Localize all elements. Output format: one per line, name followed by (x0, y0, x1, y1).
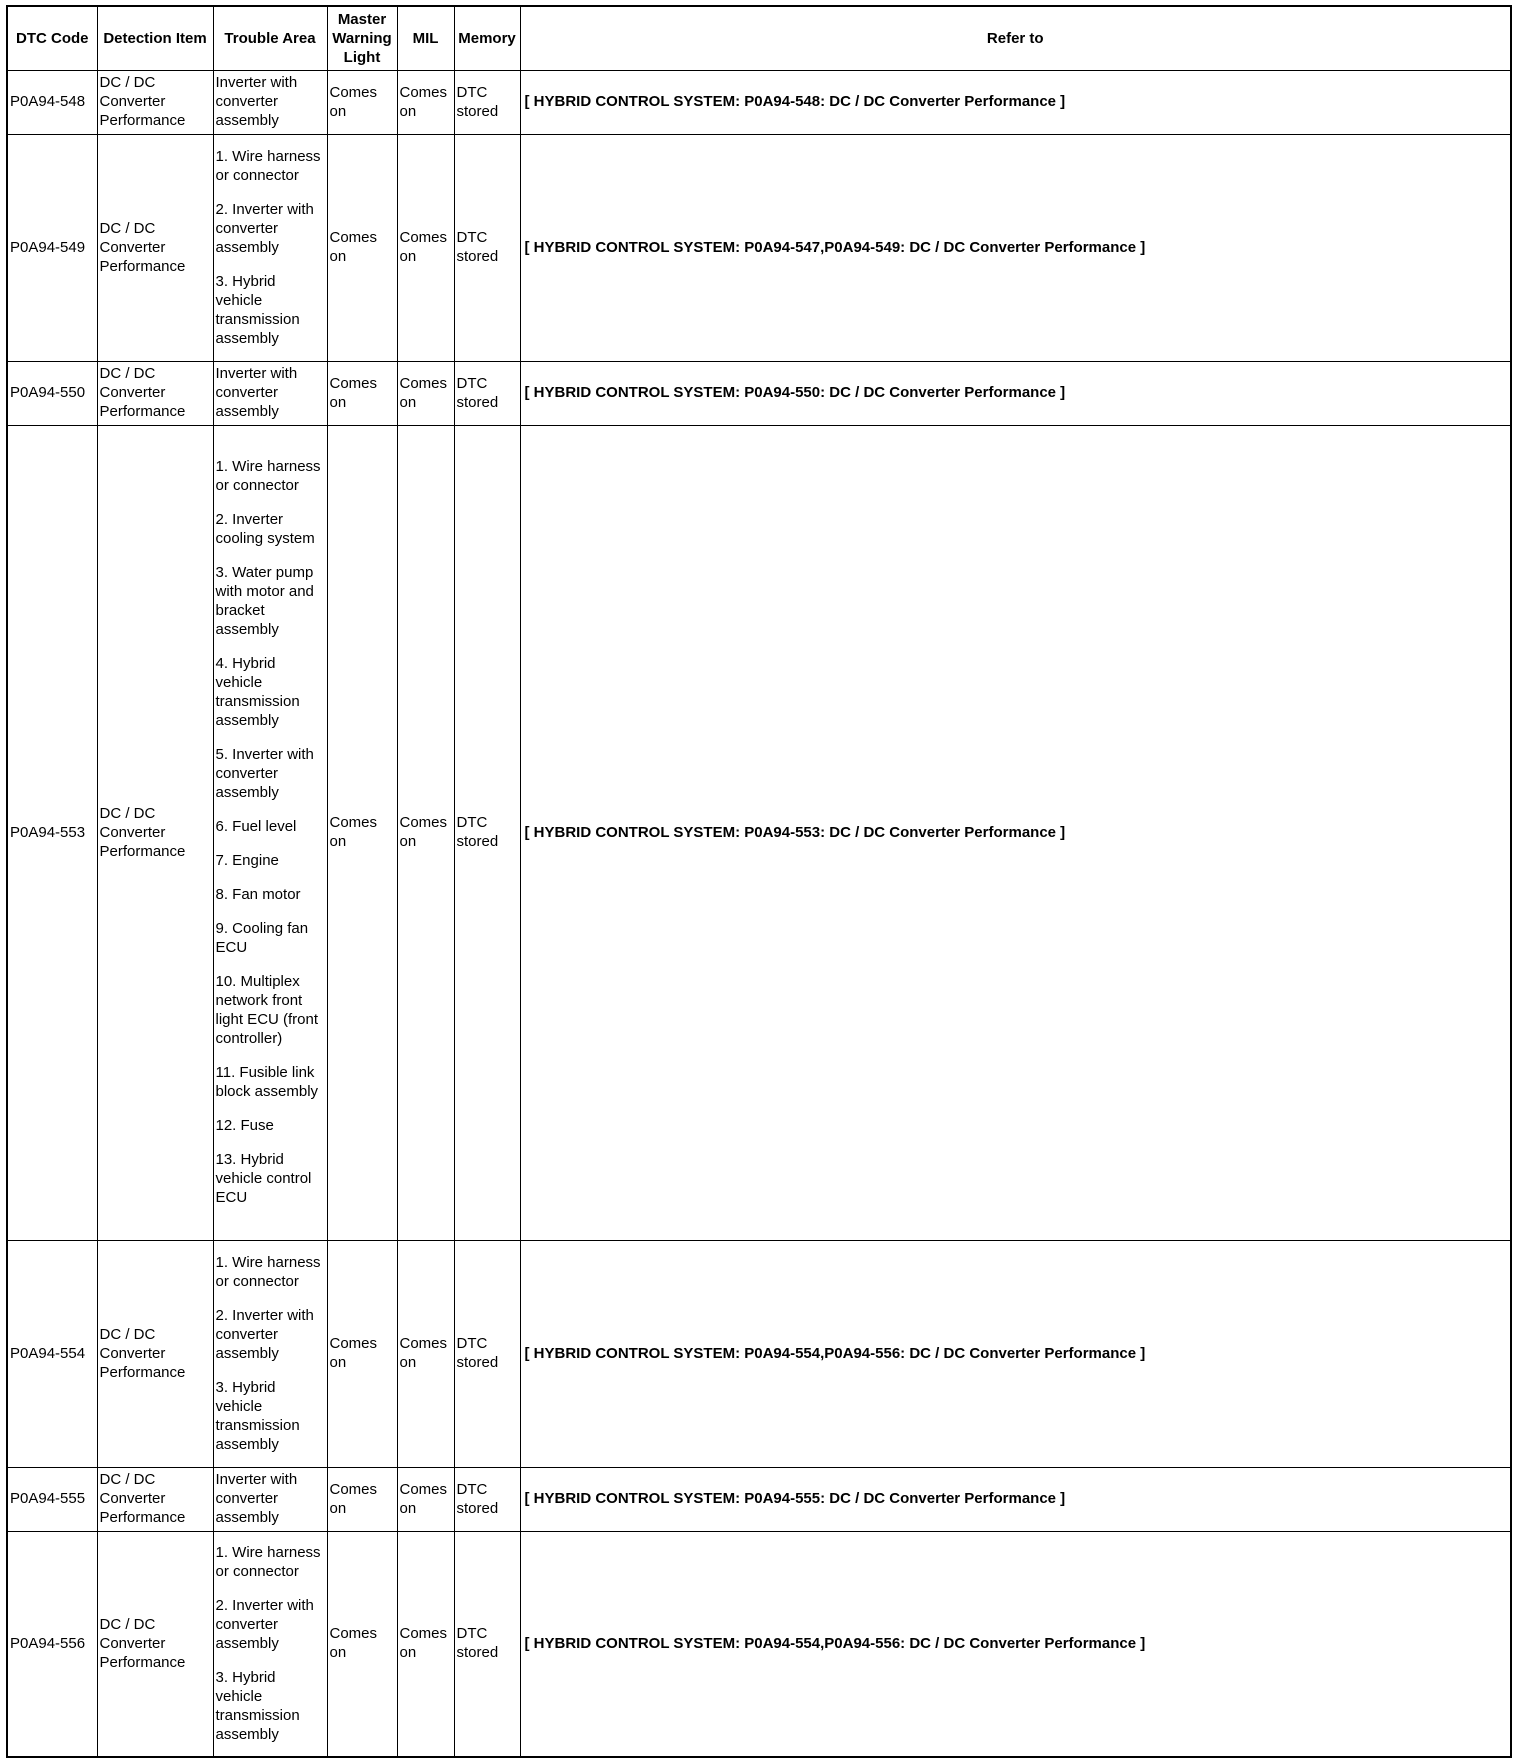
trouble-area-cell (213, 70, 327, 134)
refer-to-cell: [ HYBRID CONTROL SYSTEM: P0A94-554,P0A94-556: DC / DC Converter Performance ] (520, 1240, 1511, 1467)
trouble-area-item: 6. Fuel level (215, 818, 297, 835)
detection-item-cell: DC / DC Converter Performance (97, 1240, 213, 1467)
detection-item-cell: DC / DC Converter Performance (97, 70, 213, 134)
trouble-area-item: 2. Inverter with converter assembly (215, 1596, 314, 1652)
trouble-area-cell (213, 361, 327, 425)
header-memory: Memory (454, 6, 520, 70)
refer-to-cell: [ HYBRID CONTROL SYSTEM: P0A94-548: DC / DC Converter Performance ] (520, 70, 1511, 134)
trouble-area-item: 1. Wire harness or connector (215, 147, 321, 184)
memory-cell: DTC stored (454, 1240, 520, 1467)
trouble-area-item: 11. Fusible link block assembly (215, 1064, 319, 1100)
dtc-code-cell: P0A94-556 (7, 1531, 97, 1757)
trouble-area-item: Inverter with converter assembly (215, 365, 298, 420)
table-row (7, 425, 1511, 1240)
table-row (7, 134, 1511, 361)
mil-cell: Comes on (397, 1531, 454, 1757)
dtc-table-body (7, 70, 1511, 1757)
memory-cell: DTC stored (454, 425, 520, 1240)
trouble-area-item: 4. Hybrid vehicle transmission assembly (215, 655, 300, 729)
trouble-area-item: 3. Hybrid vehicle transmission assembly (215, 272, 300, 347)
trouble-area-item: 7. Engine (215, 852, 279, 869)
dtc-table (6, 5, 1512, 1758)
trouble-area-cell (213, 1467, 327, 1531)
trouble-area-item: 5. Inverter with converter assembly (215, 746, 314, 801)
trouble-area-item: 3. Water pump with motor and bracket assembly (215, 564, 314, 638)
mil-cell: Comes on (397, 361, 454, 425)
trouble-area-cell (213, 1240, 327, 1467)
trouble-area-item: 3. Hybrid vehicle transmission assembly (215, 1378, 300, 1453)
detection-item-cell: DC / DC Converter Performance (97, 425, 213, 1240)
header-detection-item: Detection Item (97, 6, 213, 70)
header-refer-to: Refer to (520, 6, 1511, 70)
header-mil: MIL (397, 6, 454, 70)
master-warning-light-cell: Comes on (327, 70, 397, 134)
trouble-area-cell (213, 1531, 327, 1757)
mil-cell: Comes on (397, 425, 454, 1240)
dtc-code-cell: P0A94-549 (7, 134, 97, 361)
table-row (7, 70, 1511, 134)
header-row (7, 6, 1511, 70)
detection-item-cell: DC / DC Converter Performance (97, 1531, 213, 1757)
trouble-area-item: 2. Inverter with converter assembly (215, 200, 314, 256)
detection-item-cell: DC / DC Converter Performance (97, 134, 213, 361)
mil-cell: Comes on (397, 70, 454, 134)
detection-item-cell: DC / DC Converter Performance (97, 1467, 213, 1531)
trouble-area-cell (213, 425, 327, 1240)
trouble-area-item: 1. Wire harness or connector (215, 1543, 321, 1580)
master-warning-light-cell: Comes on (327, 361, 397, 425)
header-dtc-code: DTC Code (7, 6, 97, 70)
dtc-code-cell: P0A94-555 (7, 1467, 97, 1531)
trouble-area-item: 3. Hybrid vehicle transmission assembly (215, 1668, 300, 1743)
trouble-area-cell (213, 134, 327, 361)
trouble-area-item: 10. Multiplex network front light ECU (front controller) (215, 973, 319, 1047)
trouble-area-item: 1. Wire harness or connector (215, 1253, 321, 1290)
mil-cell: Comes on (397, 1467, 454, 1531)
detection-item-cell: DC / DC Converter Performance (97, 361, 213, 425)
master-warning-light-cell: Comes on (327, 1467, 397, 1531)
trouble-area-item: 12. Fuse (215, 1117, 274, 1134)
trouble-area-item: 1. Wire harness or connector (215, 458, 321, 494)
header-master-warning-light: Master Warning Light (327, 6, 397, 70)
trouble-area-item: 9. Cooling fan ECU (215, 920, 309, 956)
mil-cell: Comes on (397, 1240, 454, 1467)
dtc-code-cell: P0A94-553 (7, 425, 97, 1240)
memory-cell: DTC stored (454, 361, 520, 425)
trouble-area-item: Inverter with converter assembly (215, 1471, 298, 1526)
trouble-area-item: 2. Inverter with converter assembly (215, 1306, 314, 1362)
dtc-code-cell: P0A94-548 (7, 70, 97, 134)
dtc-code-cell: P0A94-550 (7, 361, 97, 425)
mil-cell: Comes on (397, 134, 454, 361)
trouble-area-item: Inverter with converter assembly (215, 74, 298, 129)
memory-cell: DTC stored (454, 1531, 520, 1757)
memory-cell: DTC stored (454, 70, 520, 134)
refer-to-cell: [ HYBRID CONTROL SYSTEM: P0A94-550: DC / DC Converter Performance ] (520, 361, 1511, 425)
header-trouble-area: Trouble Area (213, 6, 327, 70)
master-warning-light-cell: Comes on (327, 425, 397, 1240)
trouble-area-item: 13. Hybrid vehicle control ECU (215, 1151, 312, 1206)
memory-cell: DTC stored (454, 1467, 520, 1531)
master-warning-light-cell: Comes on (327, 1531, 397, 1757)
table-row (7, 361, 1511, 425)
table-row (7, 1531, 1511, 1757)
trouble-area-item: 8. Fan motor (215, 886, 301, 903)
table-row (7, 1467, 1511, 1531)
refer-to-cell: [ HYBRID CONTROL SYSTEM: P0A94-555: DC / DC Converter Performance ] (520, 1467, 1511, 1531)
trouble-area-item: 2. Inverter cooling system (215, 511, 315, 547)
refer-to-cell: [ HYBRID CONTROL SYSTEM: P0A94-547,P0A94-549: DC / DC Converter Performance ] (520, 134, 1511, 361)
master-warning-light-cell: Comes on (327, 1240, 397, 1467)
memory-cell: DTC stored (454, 134, 520, 361)
dtc-code-cell: P0A94-554 (7, 1240, 97, 1467)
refer-to-cell: [ HYBRID CONTROL SYSTEM: P0A94-554,P0A94-556: DC / DC Converter Performance ] (520, 1531, 1511, 1757)
refer-to-cell: [ HYBRID CONTROL SYSTEM: P0A94-553: DC / DC Converter Performance ] (520, 425, 1511, 1240)
table-row (7, 1240, 1511, 1467)
master-warning-light-cell: Comes on (327, 134, 397, 361)
